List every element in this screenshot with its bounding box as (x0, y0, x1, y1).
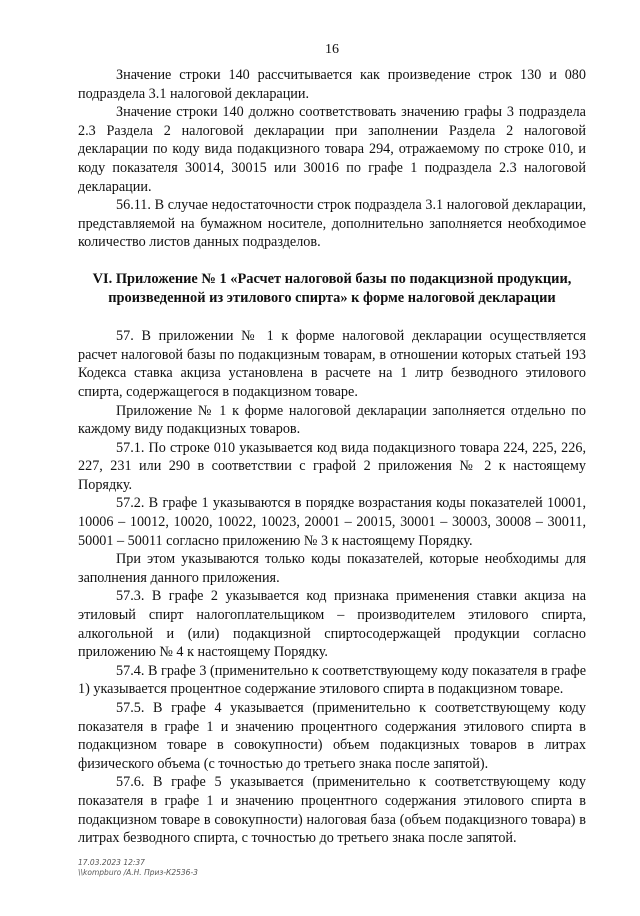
paragraph: 57. В приложении № 1 к форме налоговой декларации осуществляется расчет налоговой базы по подакцизным товарам, в отношении которых статьей 193 Кодекса ставка акциза установлена в расчете на 1 литр безводного этилового спирта, содержащегося в подакцизном товаре. (78, 328, 586, 400)
paragraph: 57.1. По строке 010 указывается код вида подакцизного товара 224, 225, 226, 227, 231 или 290 в соответствии с графой 2 приложения № 2 к настоящему Порядку. (78, 439, 586, 493)
paragraph: 57.2. В графе 1 указываются в порядке возрастания коды показателей 10001, 10006 – 10012, 10020, 10022, 10023, 20001 – 20015, 30001 – 30003, 30008 – 30011, 50001 – 50011 согласно приложению № 3 к настоящему Порядку. (78, 495, 586, 549)
paragraph: При этом указываются только коды показателей, которые необходимы для заполнения данного приложения. (78, 551, 586, 586)
paragraph: Значение строки 140 должно соответствовать значению графы 3 подраздела 2.3 Раздела 2 налоговой декларации при заполнении Раздела 2 налоговой декларации по коду вида подакцизного товара 294, отражаемому по строке 010, и коду показателя 30014, 30015 или 30016 по графе 1 подраздела 2.3 налоговой декларации. (78, 104, 586, 195)
paragraph: Приложение № 1 к форме налоговой декларации заполняется отдельно по каждому виду подакцизных товаров. (78, 402, 586, 438)
footer-date: 17.03.2023 12:37 (78, 858, 145, 867)
paragraph: 57.4. В графе 3 (применительно к соответствующему коду показателя в графе 1) указывается процентное содержание этилового спирта в подакцизном товаре. (78, 662, 586, 698)
paragraph: 57.5. В графе 4 указывается (применительно к соответствующему коду показателя в графе 1 и значению процентного содержания этилового спирта в подакцизном товаре в совокупности) объем подакцизных товаров в литрах физического объема (с точностью до третьего знака после запятой). (78, 700, 586, 772)
paragraph: Значение строки 140 рассчитывается как произведение строк 130 и 080 подраздела 3.1 налоговой декларации. (78, 67, 586, 102)
footer-path: \\kompburo /А.Н. Приз-К2536-3 (78, 868, 198, 877)
paragraph: 56.11. В случае недостаточности строк подраздела 3.1 налоговой декларации, представляемой на бумажном носителе, дополнительно заполняется необходимое количество листов данных подразделов. (78, 197, 586, 251)
page-number: 16 (325, 42, 339, 57)
paragraph: 57.6. В графе 5 указывается (применительно к соответствующему коду показателя в графе 1 и значению процентного содержания этилового спирта в подакцизном товаре в совокупности) налоговая база (объем подакцизного товара) в литрах безводного спирта, с точностью до третьего знака после запятой. (78, 774, 586, 847)
paragraph: 57.3. В графе 2 указывается код признака применения ставки акциза на этиловый спирт налогоплательщиком – производителем этилового спирта, алкогольной и (или) подакцизной спиртосодержащей продукции согласно приложению № 4 к настоящему Порядку. (78, 588, 586, 661)
section-title: VI. Приложение № 1 «Расчет налоговой базы по подакцизной продукции, произведенной из этилового спирта» к форме налоговой декларации (92, 270, 572, 306)
footer-stamp (78, 858, 198, 878)
